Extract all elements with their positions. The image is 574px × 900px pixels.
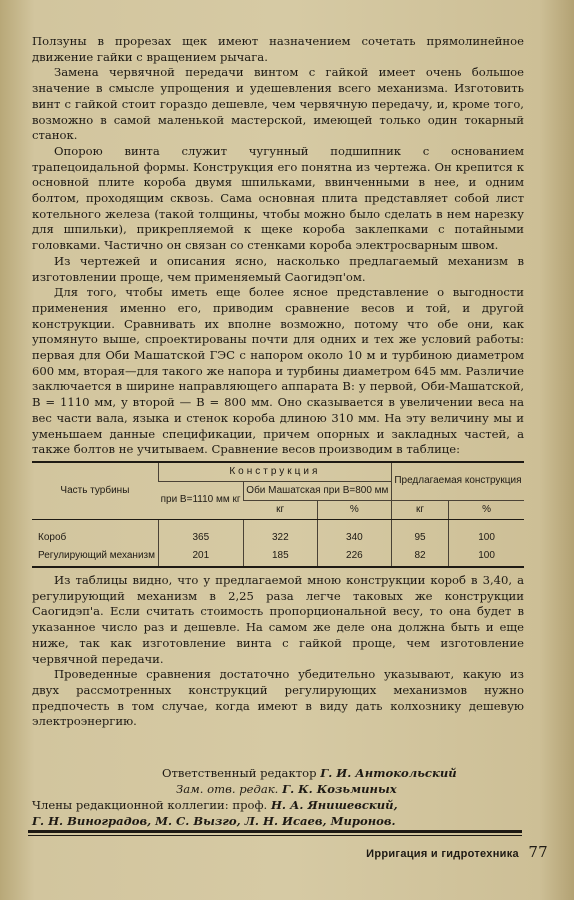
board-first: Н. А. Янишевский,	[270, 798, 398, 812]
article-body	[32, 34, 524, 730]
header-proposed: Предлагаемая конструкция	[391, 462, 524, 501]
cell-prop-pct: 100	[449, 547, 524, 567]
footer-rule-thick	[28, 830, 522, 833]
paragraph-3: Опорою винта служит чугунный подшипник с основанием трапецоидальной формы. Конструкция его понятна из чертежа. Он крепится к основной плите короба двумя шпильками, ввинченными в нее, и одним болтом, проходящим сквозь. Сама основная плита представляет собой лист котельного железа (такой толщины, чтобы можно было сделать в нем нарезку для шпильки), прикрепляемой к щеке короба заклепками с потайными головками. Частично он связан со стенками короба электросварным швом.	[32, 143, 524, 253]
cell-part: Короб	[38, 531, 67, 543]
deputy-label: Зам. отв. редак.	[176, 782, 279, 796]
header-konstr: Конструкция	[158, 462, 391, 482]
cell-obi-pct: 226	[317, 547, 391, 567]
board-rest: Г. Н. Виноградов, М. С. Вызго, Л. Н. Исаев, Миронов.	[32, 814, 396, 828]
cell-b1110: 201	[158, 547, 243, 567]
editor-name: Г. И. Антокольский	[320, 766, 457, 780]
paragraph-4: Из чертежей и описания ясно, насколько предлагаемый механизм в изготовлении проще, чем применяемый Саогидэп'ом.	[32, 253, 524, 284]
paragraph-5: Для того, чтобы иметь еще более ясное представление о выгодности применения именно его, приводим сравнение весов и той, и другой конструкции. Сравнивать их вполне возможно, потому что обе они, как упомянуто выше, спроектированы почти для одних и тех же условий работы: первая для Оби Машатской ГЭС с напором около 10 м и турбиною диаметром 600 мм, вторая—для такого же напора и турбины диаметром 645 мм. Различие заключается в ширине направляющего аппарата B: у первой, Оби-Машатской, B = 1110 мм, у второй — B = 800 мм. Оно сказывается в увеличении веса на вес части вала, языка и стенок короба длиною 310 мм. На эту величину мы и уменьшаем данные спецификации, причем опорных и закладных частей, а также болтов не учитываем. Сравнение весов производим в таблице:	[32, 285, 524, 457]
header-b1110: при B=1110 мм кг	[158, 481, 243, 519]
table-row	[32, 519, 524, 547]
page-footer	[366, 843, 548, 861]
cell-prop-kg: 82	[391, 547, 448, 567]
board-line	[32, 797, 532, 813]
page-number: 77	[528, 843, 548, 861]
cell-prop-kg: 95	[391, 519, 448, 547]
footer-rule-thin	[28, 835, 522, 836]
paragraph-7: Проведенные сравнения достаточно убедительно указывают, какую из двух рассмотренных конструкций регулирующих механизмов нужно предпочесть в том случае, когда имеют в виду дать колхознику дешевую электроэнергию.	[32, 667, 524, 729]
paragraph-1: Ползуны в прорезах щек имеют назначением сочетать прямолинейное движение гайки с вращением рычага.	[32, 34, 524, 64]
cell-obi-kg: 322	[243, 519, 317, 547]
cell-b1110: 365	[158, 519, 243, 547]
editor-line	[32, 765, 532, 781]
board-label: Члены редакционной коллегии: проф.	[32, 798, 268, 812]
deputy-name: Г. К. Козьминых	[282, 782, 397, 796]
table-row	[32, 547, 524, 567]
journal-title: Ирригация и гидротехника	[366, 848, 519, 860]
header-prop-kg: кг	[391, 500, 448, 519]
weight-comparison-table	[32, 461, 524, 568]
paragraph-6: Из таблицы видно, что у предлагаемой мною конструкции короб в 3,40, а регулирующий механизм в 2,25 раза легче таковых же конструкции Саогидэп'а. Если считать стоимость пропорциональной весу, то она будет в указанное число раз и дешевле. На самом же деле она должна быть и еще ниже, так как изготовление винта с гайкой проще, чем изготовление червячной передачи.	[32, 572, 524, 666]
cell-obi-kg: 185	[243, 547, 317, 567]
header-part: Часть турбины	[32, 462, 158, 520]
deputy-line	[32, 781, 532, 797]
header-obi: Оби Машатская при B=800 мм	[243, 481, 391, 500]
paragraph-2: Замена червячной передачи винтом с гайкой имеет очень большое значение в смысле упрощения и удешевления всего механизма. Изготовить винт с гайкой стоит гораздо дешевле, чем червячную передачу, и, кроме того, возможно в самой маленькой мастерской, имеющей только один токарный станок.	[32, 65, 524, 143]
header-obi-kg: кг	[243, 500, 317, 519]
cell-part: Регулирующий механизм	[38, 549, 156, 561]
header-prop-pct: %	[449, 500, 524, 519]
editorial-credits	[32, 765, 532, 829]
cell-obi-pct: 340	[317, 519, 391, 547]
editor-label: Ответственный редактор	[162, 766, 317, 780]
header-obi-pct: %	[317, 500, 391, 519]
cell-prop-pct: 100	[449, 519, 524, 547]
